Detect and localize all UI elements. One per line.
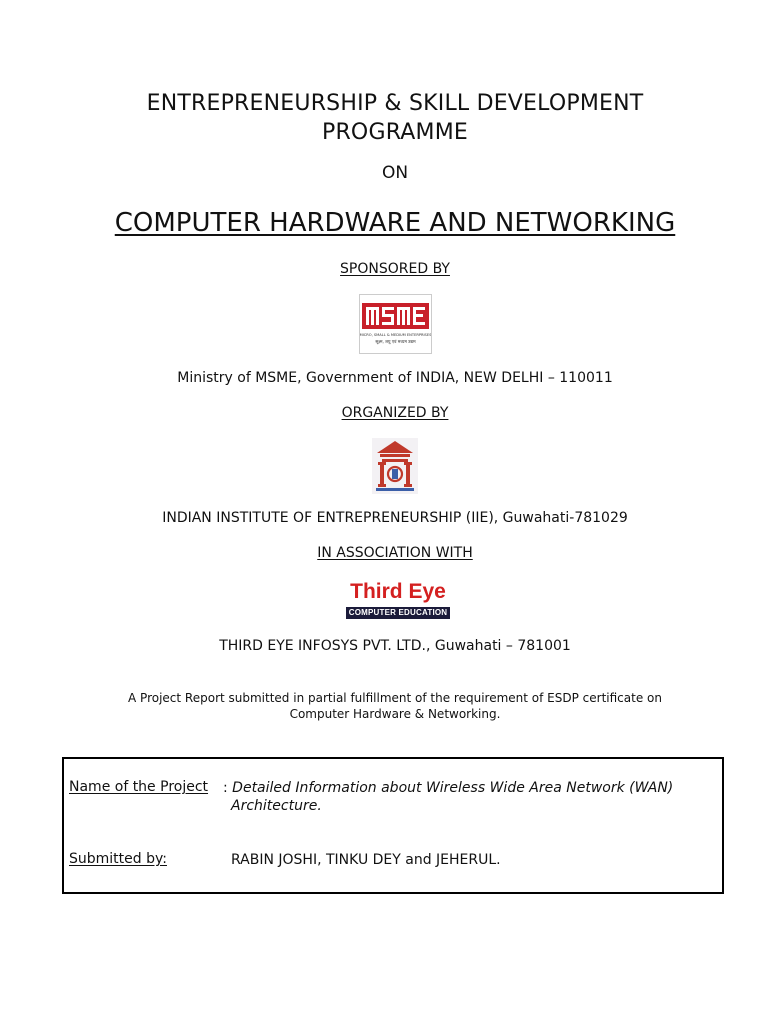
msme-logo <box>359 294 432 354</box>
report-note-line2: Computer Hardware & Networking. <box>289 707 501 721</box>
iie-logo-graphic <box>372 438 418 494</box>
sponsored-by-label: SPONSORED BY <box>340 261 450 277</box>
project-name-label: Name of the Project <box>69 779 209 795</box>
msme-logo-subtext: MICRO, SMALL & MEDIUM ENTERPRISES <box>360 333 431 337</box>
project-name-colon: : <box>223 780 228 796</box>
msme-logo-tagline: सूक्ष्म, लघु एवं मध्यम उद्यम <box>375 339 416 344</box>
third-eye-logo-bar: COMPUTER EDUCATION <box>346 607 450 619</box>
msme-logo-graphic <box>360 295 431 353</box>
association-details: THIRD EYE INFOSYS PVT. LTD., Guwahati – 781001 <box>219 638 571 654</box>
in-association-with-label: IN ASSOCIATION WITH <box>317 545 473 561</box>
third-eye-logo-word: Third Eye <box>350 580 446 603</box>
submitted-by-label: Submitted by: <box>69 851 167 867</box>
submitted-by-value: RABIN JOSHI, TINKU DEY and JEHERUL. <box>231 852 501 868</box>
project-name-value <box>223 779 721 815</box>
project-details-box <box>62 757 724 894</box>
project-name-line1: Detailed Information about Wireless Wide Area Network (WAN) <box>232 780 674 796</box>
report-note <box>0 690 768 722</box>
organizer-details: INDIAN INSTITUTE OF ENTREPRENEURSHIP (IIE), Guwahati-781029 <box>162 510 628 526</box>
project-name-line2: Architecture. <box>231 798 322 814</box>
organized-by-label: ORGANIZED BY <box>341 405 449 421</box>
programme-title-line2: PROGRAMME <box>321 120 469 145</box>
subject-title: COMPUTER HARDWARE AND NETWORKING <box>114 208 676 238</box>
iie-logo <box>372 438 418 494</box>
sponsor-details: Ministry of MSME, Government of INDIA, NEW DELHI – 110011 <box>177 370 613 386</box>
on-label: ON <box>381 163 409 183</box>
report-note-line1: A Project Report submitted in partial fulfillment of the requirement of ESDP certificate on <box>128 691 662 705</box>
programme-title-line1: ENTREPRENEURSHIP & SKILL DEVELOPMENT <box>146 91 644 116</box>
third-eye-logo <box>345 579 451 622</box>
